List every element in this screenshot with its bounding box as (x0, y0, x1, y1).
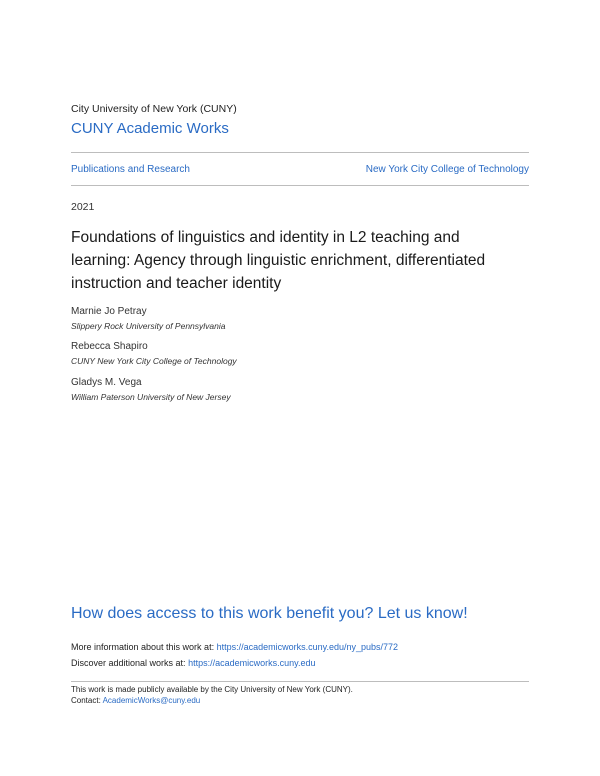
more-info-line (71, 642, 398, 652)
availability-notice: This work is made publicly available by the City University of New York (CUNY). (71, 685, 353, 694)
discover-line (71, 658, 315, 668)
author-name: Marnie Jo Petray (71, 306, 147, 317)
collection-link-college[interactable]: New York City College of Technology (365, 164, 529, 175)
discover-label: Discover additional works at: (71, 658, 186, 668)
repository-link[interactable]: CUNY Academic Works (71, 120, 229, 137)
author-affiliation: William Paterson University of New Jersey (71, 392, 231, 402)
collections-divider (71, 185, 529, 186)
document-title: Foundations of linguistics and identity in L2 teaching and learning: Agency through linguistic enrichment, differentiated instruction and teacher identity (71, 229, 486, 292)
author-affiliation: Slippery Rock University of Pennsylvania (71, 321, 226, 331)
more-info-label: More information about this work at: (71, 642, 215, 652)
work-url-link[interactable]: https://academicworks.cuny.edu/ny_pubs/772 (216, 642, 399, 652)
institution-name: City University of New York (CUNY) (71, 103, 237, 115)
repository-url-link[interactable]: https://academicworks.cuny.edu (188, 658, 316, 668)
collection-link-publications[interactable]: Publications and Research (71, 164, 190, 175)
contact-label: Contact: (71, 696, 101, 705)
author-affiliation: CUNY New York City College of Technology (71, 356, 237, 366)
top-divider (71, 152, 529, 153)
footer-divider (71, 681, 529, 682)
author-name: Rebecca Shapiro (71, 341, 148, 352)
feedback-link[interactable]: How does access to this work benefit you? Let us know! (71, 605, 468, 622)
contact-line (71, 696, 200, 705)
publication-year: 2021 (71, 201, 95, 213)
contact-email-link[interactable]: AcademicWorks@cuny.edu (102, 696, 201, 705)
author-name: Gladys M. Vega (71, 377, 142, 388)
